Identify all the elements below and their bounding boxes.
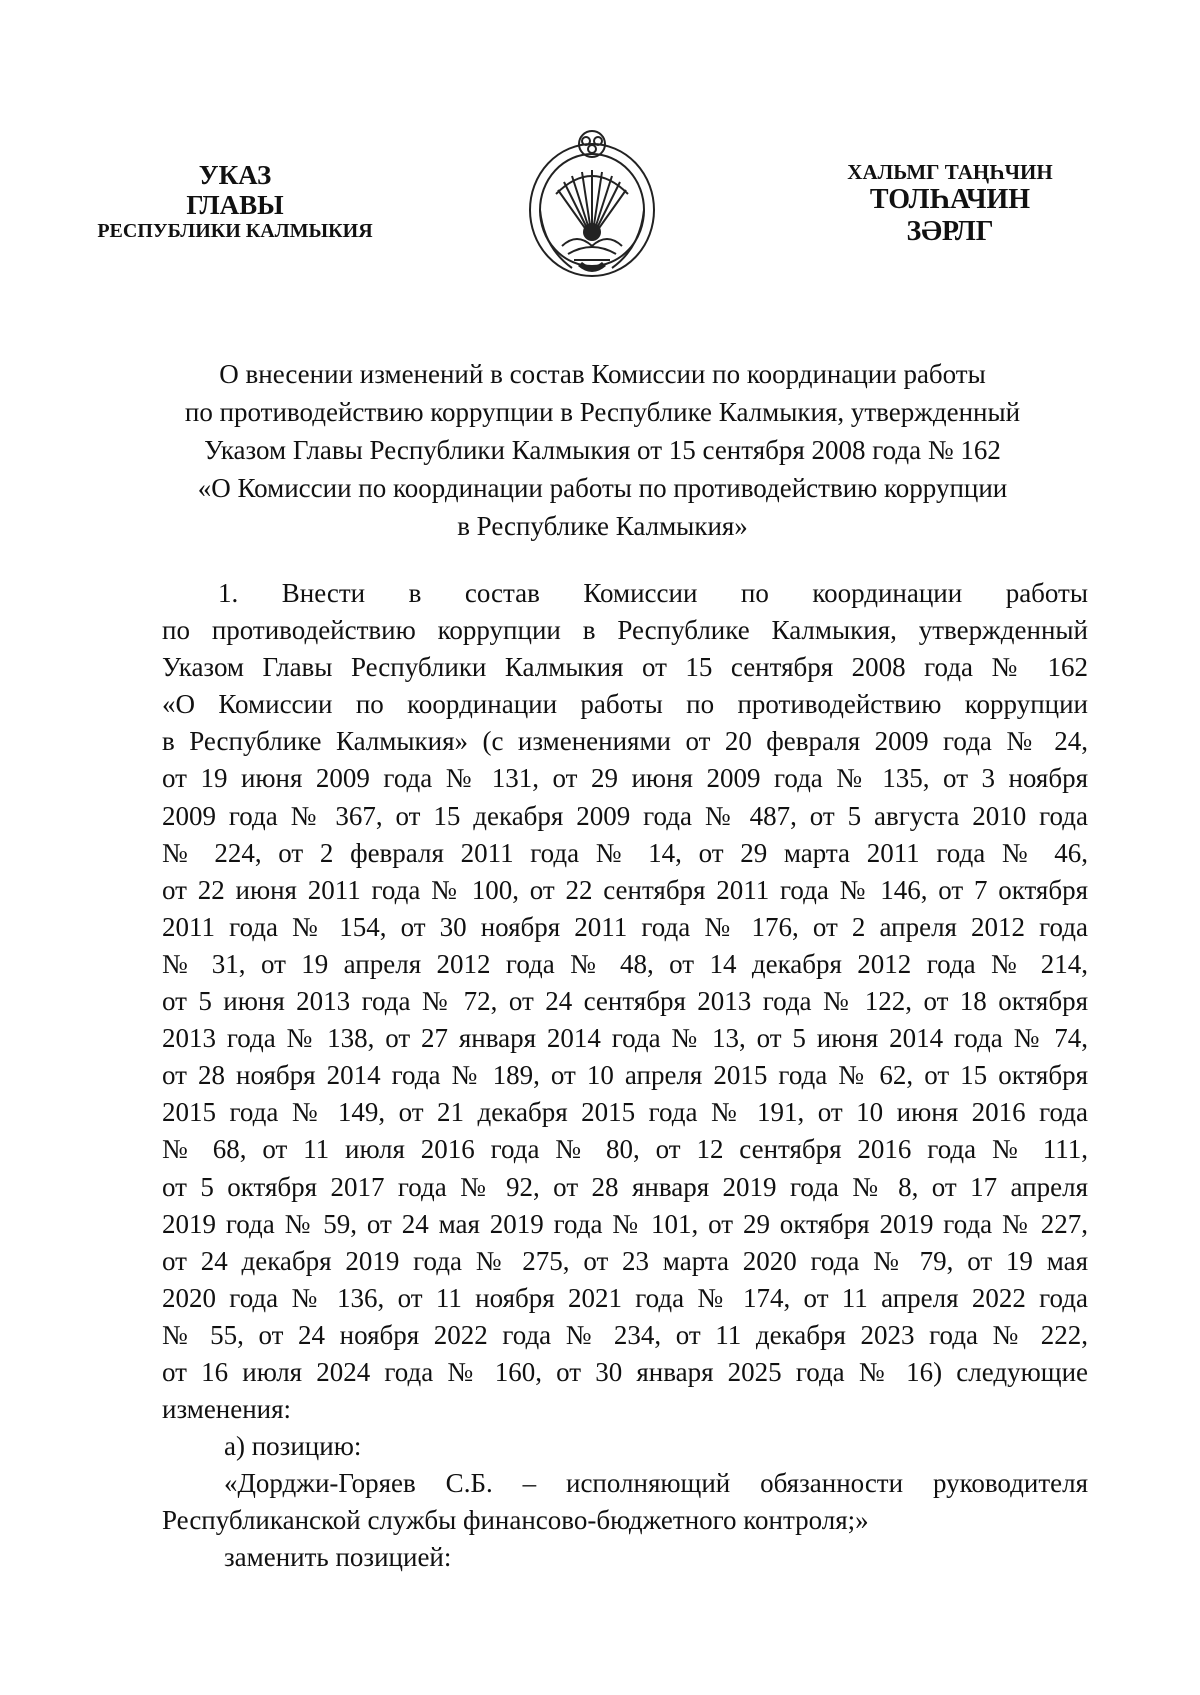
header-left	[70, 160, 400, 243]
body-line: изменения:	[162, 1394, 292, 1425]
document-body	[162, 575, 1088, 1577]
title-line: Указом Главы Республики Калмыкия от 15 сентября 2008 года № 162	[204, 435, 1001, 465]
body-line: а) позицию:	[224, 1431, 362, 1462]
header-right-line-2: ТОЛҺАЧИН	[869, 184, 1031, 216]
body-line: Указом Главы Республики Калмыкия от 15 сентября 2008 года № 162	[162, 652, 1088, 683]
body-line: Республиканской службы финансово-бюджетного контроля;»	[162, 1505, 869, 1536]
body-line: в Республике Калмыкия» (с изменениями от 20 февраля 2009 года № 24,	[162, 726, 1088, 757]
body-line: от 5 июня 2013 года № 72, от 24 сентября 2013 года № 122, от 18 октября	[162, 986, 1088, 1017]
body-line: по противодействию коррупции в Республике Калмыкия, утвержденный	[162, 615, 1088, 646]
document-title	[150, 355, 1055, 545]
body-line: «О Комиссии по координации работы по противодействию коррупции	[162, 689, 1088, 720]
body-line: № 31, от 19 апреля 2012 года № 48, от 14 декабря 2012 года № 214,	[162, 948, 1088, 979]
body-line: от 19 июня 2009 года № 131, от 29 июня 2009 года № 135, от 3 ноября	[162, 763, 1088, 794]
body-line: 2011 года № 154, от 30 ноября 2011 года № 176, от 2 апреля 2012 года	[162, 911, 1088, 942]
body-line: 2015 года № 149, от 21 декабря 2015 года № 191, от 10 июня 2016 года	[162, 1097, 1088, 1128]
body-line: 2009 года № 367, от 15 декабря 2009 года № 487, от 5 августа 2010 года	[162, 800, 1088, 831]
body-line: 1. Внести в состав Комиссии по координации работы	[218, 578, 1088, 608]
body-line: № 224, от 2 февраля 2011 года № 14, от 29 марта 2011 года № 46,	[162, 837, 1088, 868]
body-line: от 28 ноября 2014 года № 189, от 10 апреля 2015 года № 62, от 15 октября	[162, 1060, 1088, 1091]
body-line: 2019 года № 59, от 24 мая 2019 года № 101, от 29 октября 2019 года № 227,	[162, 1208, 1088, 1239]
header-left-line-3: РЕСПУБЛИКИ КАЛМЫКИЯ	[97, 220, 373, 243]
body-line: от 24 декабря 2019 года № 275, от 23 марта 2020 года № 79, от 19 мая	[162, 1245, 1088, 1276]
title-line: по противодействию коррупции в Республике Калмыкия, утвержденный	[184, 397, 1021, 427]
header-right-line-1: ХАЛЬМГ ТАҢҺЧИН	[847, 160, 1053, 184]
header-right-line-3: ЗӘРЛГ	[906, 216, 994, 248]
coat-of-arms-icon	[522, 128, 662, 283]
body-line: № 55, от 24 ноября 2022 года № 234, от 11 декабря 2023 года № 222,	[162, 1319, 1088, 1350]
title-line: «О Комиссии по координации работы по противодействию коррупции	[197, 473, 1008, 503]
body-line: 2013 года № 138, от 27 января 2014 года № 13, от 5 июня 2014 года № 74,	[162, 1023, 1088, 1054]
body-line: от 16 июля 2024 года № 160, от 30 января 2025 года № 16) следующие	[162, 1356, 1088, 1387]
title-line: в Республике Калмыкия»	[457, 511, 748, 541]
header-left-line-1: УКАЗ	[198, 160, 272, 190]
body-line: 2020 года № 136, от 11 ноября 2021 года № 174, от 11 апреля 2022 года	[162, 1282, 1088, 1313]
header-left-line-2: ГЛАВЫ	[186, 190, 284, 221]
body-line: «Дорджи-Горяев С.Б. – исполняющий обязанности руководителя	[224, 1468, 1088, 1499]
header-right	[785, 160, 1115, 249]
body-line: от 5 октября 2017 года № 92, от 28 января 2019 года № 8, от 17 апреля	[162, 1171, 1088, 1202]
body-line: № 68, от 11 июля 2016 года № 80, от 12 сентября 2016 года № 111,	[162, 1134, 1088, 1165]
title-line: О внесении изменений в состав Комиссии по координации работы	[219, 359, 986, 389]
body-line: от 22 июня 2011 года № 100, от 22 сентября 2011 года № 146, от 7 октября	[162, 874, 1088, 905]
body-line: заменить позицией:	[224, 1542, 452, 1573]
